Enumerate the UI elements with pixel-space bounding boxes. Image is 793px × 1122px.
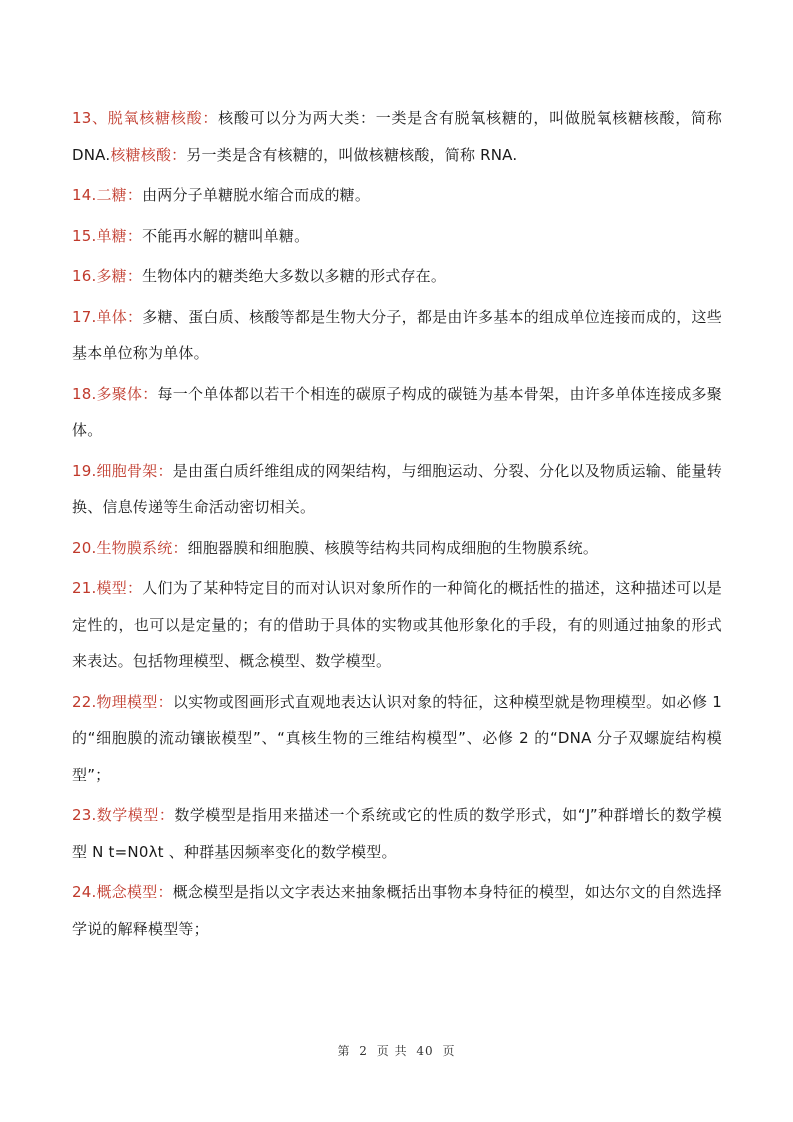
footer-suffix: 页	[442, 1044, 456, 1058]
entry-term: 20.生物膜系统：	[72, 538, 188, 557]
entry-term-secondary: 核糖核酸：	[110, 145, 187, 164]
entry-17	[72, 299, 722, 372]
entry-text: 生物体内的糖类绝大多数以多糖的形式存在。	[142, 267, 447, 285]
entry-16	[72, 258, 722, 295]
entry-24	[72, 874, 722, 947]
entry-21	[72, 570, 722, 680]
entry-text: 由两分子单糖脱水缩合而成的糖。	[142, 186, 371, 204]
entry-term: 19.细胞骨架：	[72, 461, 173, 480]
entry-text-secondary: 另一类是含有核糖的，叫做核糖核酸，简称 RNA.	[186, 145, 518, 164]
entry-23	[72, 797, 722, 870]
entry-term: 23.数学模型：	[72, 806, 175, 824]
entry-term: 22.物理模型：	[72, 692, 173, 711]
entry-13	[72, 100, 722, 173]
entry-term: 13、脱氧核糖核酸：	[72, 109, 219, 127]
entry-22	[72, 684, 722, 794]
footer-prefix: 第	[337, 1044, 351, 1058]
entry-text: 不能再水解的糖叫单糖。	[142, 226, 310, 245]
entry-term: 21.模型：	[72, 579, 143, 597]
entry-term: 24.概念模型：	[72, 883, 173, 901]
entry-text: 核酸可以分为两大类：一类是含有脱氧核糖的，叫做脱氧核糖核酸，简称 DNA.	[72, 109, 722, 164]
entry-term: 15.单糖：	[72, 226, 143, 245]
entry-term: 17.单体：	[72, 307, 143, 326]
entry-term: 14.二糖：	[72, 186, 143, 204]
entry-text: 人们为了某种特定目的而对认识对象所作的一种简化的概括性的描述，这种描述可以是定性的，也可以是定量的；有的借助于具体的实物或其他形象化的手段，有的则通过抽象的形式来表达。包括物理模型、概念模型、数学模型。	[72, 579, 723, 670]
entry-text: 每一个单体都以若干个相连的碳原子构成的碳链为基本骨架，由许多单体连接成多聚体。	[72, 384, 722, 439]
entry-14	[72, 177, 722, 214]
entry-text: 概念模型是指以文字表达来抽象概括出事物本身特征的模型，如达尔文的自然选择学说的解释模型等；	[72, 883, 722, 938]
entry-text: 以实物或图画形式直观地表达认识对象的特征，这种模型就是物理模型。如必修 1 的“细胞膜的流动镶嵌模型”、“真核生物的三维结构模型”、必修 2 的“DNA 分子双螺旋结构模型”；	[72, 692, 722, 784]
page-footer	[0, 1042, 793, 1059]
entry-text: 多糖、蛋白质、核酸等都是生物大分子，都是由许多基本的组成单位连接而成的，这些基本单位称为单体。	[72, 307, 723, 362]
entry-18	[72, 376, 722, 449]
entry-term: 18.多聚体：	[72, 384, 158, 403]
entry-19	[72, 453, 722, 526]
entry-15	[72, 218, 722, 255]
footer-mid: 页 共	[376, 1044, 408, 1058]
entry-text: 细胞器膜和细胞膜、核膜等结构共同构成细胞的生物膜系统。	[187, 538, 599, 557]
entry-text: 是由蛋白质纤维组成的网架结构，与细胞运动、分裂、分化以及物质运输、能量转换、信息传递等生命活动密切相关。	[72, 461, 722, 516]
document-body	[72, 100, 722, 951]
entry-term: 16.多糖：	[72, 267, 143, 285]
entry-20	[72, 530, 722, 567]
footer-total-pages: 40	[416, 1044, 434, 1058]
footer-page-number: 2	[359, 1044, 368, 1058]
entry-text: 数学模型是指用来描述一个系统或它的性质的数学形式，如“J”种群增长的数学模型 N t=N0λt 、种群基因频率变化的数学模型。	[72, 806, 722, 861]
